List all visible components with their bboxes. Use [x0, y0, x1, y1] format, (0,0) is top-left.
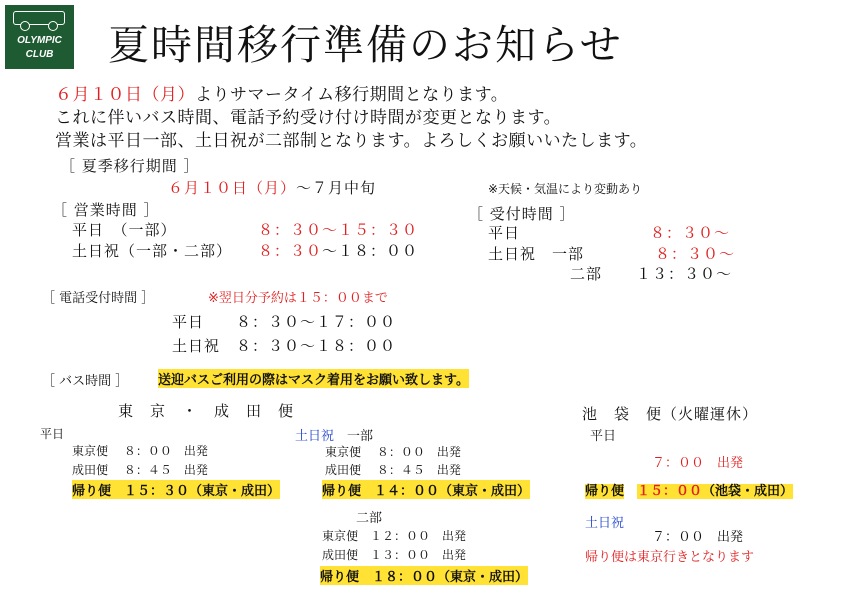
- business-weekday-time: ８：３０～１５：３０: [258, 221, 419, 239]
- ik-return-note: 帰り便は東京行きとなります: [585, 550, 755, 565]
- period-range: [168, 177, 376, 198]
- intro-line-1: [55, 80, 508, 105]
- ik-weekend-label: 土日祝: [585, 516, 625, 531]
- tokyo-narita-title: 東 京 ・ 成 田 便: [118, 402, 295, 420]
- tn-weekday-label: 平日: [40, 427, 65, 441]
- reception-heading: ［ 受付時間 ］: [468, 205, 576, 223]
- tn-weekend-row-1: 東京便 ８：００ 出発: [325, 445, 461, 459]
- logo-line-2: CLUB: [25, 49, 54, 60]
- reception-weekend-label: 土日祝 一部: [488, 245, 585, 263]
- ik-return-time: １５：００: [637, 484, 703, 499]
- start-date: ６月１０日（月）: [55, 85, 195, 105]
- business-weekend-end: ～１８：００: [322, 242, 419, 260]
- phone-heading: ［ 電話受付時間 ］: [42, 291, 155, 306]
- intro-line-2: これに伴いバス時間、電話予約受け付け時間が変更となります。: [55, 108, 562, 128]
- ik-weekday-return: [585, 480, 793, 499]
- logo-line-1: OLYMPIC: [17, 35, 62, 46]
- business-weekend-label: 土日祝（一部・二部）: [72, 242, 233, 260]
- golf-cart-icon: [13, 11, 65, 25]
- mask-notice: 送迎バスご利用の際はマスク着用をお願い致します。: [158, 369, 469, 388]
- tn-part2-label: 二部: [356, 511, 383, 526]
- tn-part2-return: 帰り便 １８：００（東京・成田）: [320, 566, 528, 585]
- reception-part2-time: １３：３０～: [636, 265, 733, 283]
- tn-part2-row-1: 東京便 １２：００ 出発: [322, 529, 467, 543]
- ikebukuro-title: 池 袋 便（火曜運休）: [582, 405, 759, 423]
- reception-weekday-label: 平日: [488, 224, 521, 242]
- phone-weekend: 土日祝 ８：３０～１８：００: [172, 337, 397, 355]
- tn-weekday-row-2: 成田便 ８：４５ 出発: [72, 463, 208, 477]
- period-end: ～７月中旬: [296, 179, 377, 197]
- tn-weekend-part1: 一部: [347, 429, 374, 444]
- tn-part2-row-2: 成田便 １３：００ 出発: [322, 548, 467, 562]
- business-heading: ［ 営業時間 ］: [52, 201, 160, 219]
- reception-part2-label: 二部: [570, 265, 603, 283]
- weather-note: ※天候・気温により変動あり: [488, 182, 643, 196]
- ik-return-dest: （池袋・成田）: [702, 484, 794, 499]
- tn-weekend-row-2: 成田便 ８：４５ 出発: [325, 463, 461, 477]
- ik-weekend-time: ７：００ 出発: [652, 530, 744, 545]
- business-weekday-label: 平日 （一部）: [72, 221, 177, 239]
- reception-weekday-time: ８：３０～: [650, 224, 731, 242]
- ik-weekday-label: 平日: [590, 429, 617, 444]
- ik-weekday-time: ７：００ 出発: [652, 456, 744, 471]
- tn-weekend-return: 帰り便 １４：００（東京・成田）: [322, 480, 530, 499]
- club-logo: [5, 5, 74, 69]
- reception-weekend-time: ８：３０～: [655, 245, 736, 263]
- ik-return-label: 帰り便: [585, 484, 625, 499]
- intro-line-3: 営業は平日一部、土日祝が二部制となります。よろしくお願いいたします。: [55, 131, 648, 151]
- phone-deadline-note: ※翌日分予約は１５：００まで: [208, 291, 388, 306]
- phone-weekday: 平日 ８：３０～１７：００: [172, 313, 397, 331]
- tn-weekend-label: 土日祝: [295, 429, 335, 444]
- period-heading: ［ 夏季移行期間 ］: [60, 157, 200, 175]
- page-title: 夏時間移行準備のお知らせ: [108, 21, 623, 69]
- intro-line-1-text: よりサマータイム移行期間となります。: [195, 85, 509, 105]
- bus-heading: ［ バス時間 ］: [42, 374, 129, 389]
- period-start: ６月１０日（月）: [168, 179, 297, 197]
- business-weekend-start: ８：３０: [258, 242, 323, 260]
- tn-weekend-heading: [295, 425, 373, 444]
- business-weekend-time: [258, 240, 418, 261]
- tn-weekday-row-1: 東京便 ８：００ 出発: [72, 444, 208, 458]
- tn-weekday-return: 帰り便 １５：３０（東京・成田）: [72, 480, 280, 499]
